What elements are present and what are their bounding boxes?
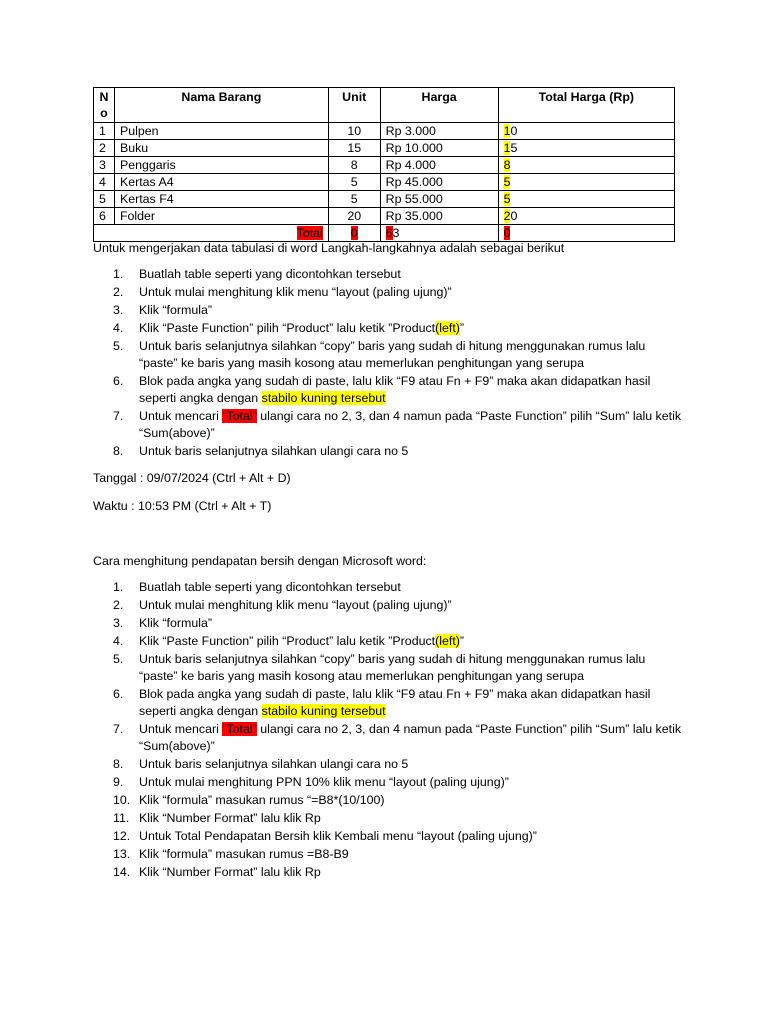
step-text: Untuk baris selanjutnya silahkan ulangi cara no 5 — [139, 757, 409, 771]
cell-total-harga — [498, 174, 674, 191]
table-row — [94, 157, 675, 174]
cell-unit: 15 — [328, 140, 380, 157]
list-item — [93, 810, 683, 827]
step-text-pre: Blok pada angka yang sudah di paste, lalu klik “F9 atau Fn + F9” maka akan didapatkan hasil seperti angka dengan — [139, 374, 651, 405]
grand-total-value: 0 — [503, 226, 511, 240]
step-number: 6. — [113, 374, 124, 388]
header-total-harga: Total Harga (Rp) — [498, 88, 674, 123]
yellow-highlight: (left) — [435, 634, 460, 648]
table-row — [94, 123, 675, 140]
cell-no: 6 — [94, 208, 115, 225]
yellow-highlight: (left) — [435, 321, 460, 335]
section-2 — [93, 553, 683, 882]
cell-unit: 5 — [328, 191, 380, 208]
total-unit-value: 0 — [350, 226, 358, 240]
step-text — [139, 687, 650, 718]
total-harga-rest: 3 — [392, 226, 400, 240]
steps-list-2 — [93, 579, 683, 881]
table-row — [94, 140, 675, 157]
cell-total-harga-sum — [380, 225, 498, 242]
step-number: 12. — [113, 829, 131, 843]
total-harga-digit: 6 — [385, 226, 393, 240]
step-text: Untuk baris selanjutnya silahkan “copy” baris yang sudah di hitung menggunakan rumus lalu “paste” ke baris yang masih kosong atau memerlukan penghitungan yang serupa — [139, 339, 646, 370]
cell-nama-barang: Pulpen — [114, 123, 328, 140]
highlighted-digit: 8 — [503, 158, 511, 172]
step-number: 9. — [113, 775, 124, 789]
cell-nama-barang: Buku — [114, 140, 328, 157]
list-item — [93, 721, 683, 755]
step-text: Klik “formula” masukan rumus =B8-B9 — [139, 847, 349, 861]
list-item — [93, 828, 683, 845]
total-rest: 5 — [510, 141, 518, 155]
cell-unit: 8 — [328, 157, 380, 174]
step-text: Untuk Total Pendapatan Bersih klik Kembali menu “layout (paling ujung)” — [139, 829, 537, 843]
list-item — [93, 774, 683, 791]
list-item — [93, 633, 683, 650]
cell-no: 2 — [94, 140, 115, 157]
intro-text: Untuk mengerjakan data tabulasi di word Langkah-langkahnya adalah sebagai berikut — [93, 241, 565, 255]
step-text: Klik “formula” — [139, 616, 212, 630]
cell-nama-barang: Kertas F4 — [114, 191, 328, 208]
cell-no: 1 — [94, 123, 115, 140]
date-line — [93, 470, 683, 487]
cell-grand-total — [498, 225, 674, 242]
list-item — [93, 615, 683, 632]
step-number: 7. — [113, 409, 124, 423]
table-row — [94, 174, 675, 191]
cell-harga: Rp 55.000 — [380, 191, 498, 208]
cell-total-harga — [498, 208, 674, 225]
highlighted-digit: 5 — [503, 175, 511, 189]
step-text: Untuk baris selanjutnya silahkan ulangi cara no 5 — [139, 444, 409, 458]
highlighted-digit: 5 — [503, 192, 511, 206]
step-text — [139, 321, 464, 335]
step-number: 4. — [113, 321, 124, 335]
cell-harga: Rp 4.000 — [380, 157, 498, 174]
step-text-pre: Untuk mencari — [139, 409, 223, 423]
step-number: 1. — [113, 267, 124, 281]
step-text-post: ulangi cara no 2, 3, dan 4 namun pada “Paste Function” pilih “Sum” lalu ketik “Sum(above)” — [139, 722, 682, 753]
step-number: 11. — [113, 811, 130, 825]
step-number: 2. — [113, 285, 124, 299]
header-harga: Harga — [380, 88, 498, 123]
list-item — [93, 284, 683, 301]
cell-harga: Rp 35.000 — [380, 208, 498, 225]
step-text — [139, 374, 650, 405]
step-number: 3. — [113, 616, 124, 630]
cell-total-harga — [498, 191, 674, 208]
cell-total-harga — [498, 140, 674, 157]
cell-unit: 20 — [328, 208, 380, 225]
cell-harga: Rp 10.000 — [380, 140, 498, 157]
step-text-post: ulangi cara no 2, 3, dan 4 namun pada “Paste Function” pilih “Sum” lalu ketik “Sum(above)” — [139, 409, 682, 440]
step-number: 13. — [113, 847, 131, 861]
cell-total-label — [94, 225, 329, 242]
header-unit: Unit — [328, 88, 380, 123]
list-item — [93, 338, 683, 372]
yellow-highlight: stabilo kuning tersebut — [261, 391, 386, 405]
step-text-pre: Klik “Paste Function” pilih “Product” lalu ketik ”Product — [139, 321, 436, 335]
step-text-pre: Klik “Paste Function” pilih “Product” lalu ketik ”Product — [139, 634, 436, 648]
list-item — [93, 443, 683, 460]
cell-total-harga — [498, 157, 674, 174]
red-highlight: “Total” — [222, 722, 257, 736]
cell-harga: Rp 45.000 — [380, 174, 498, 191]
step-text: Untuk mulai menghitung PPN 10% klik menu “layout (paling ujung)” — [139, 775, 509, 789]
items-table — [93, 87, 675, 242]
list-item — [93, 756, 683, 773]
table-row — [94, 208, 675, 225]
list-item — [93, 597, 683, 614]
list-item — [93, 846, 683, 863]
step-text — [139, 634, 464, 648]
list-item — [93, 686, 683, 720]
highlighted-digit: 2 — [503, 209, 511, 223]
cell-nama-barang: Kertas A4 — [114, 174, 328, 191]
step-number: 5. — [113, 652, 124, 666]
step-number: 8. — [113, 444, 124, 458]
section-1 — [93, 240, 683, 461]
cell-unit: 10 — [328, 123, 380, 140]
total-label-text: Total — [296, 226, 323, 240]
cell-no: 4 — [94, 174, 115, 191]
step-text-pre: Blok pada angka yang sudah di paste, lalu klik “F9 atau Fn + F9” maka akan didapatkan hasil seperti angka dengan — [139, 687, 651, 718]
list-item — [93, 864, 683, 881]
list-item — [93, 792, 683, 809]
highlighted-digit: 1 — [503, 141, 511, 155]
list-item — [93, 373, 683, 407]
step-text: Untuk baris selanjutnya silahkan “copy” baris yang sudah di hitung menggunakan rumus lalu “paste” ke baris yang masih kosong atau memerlukan penghitungan yang serupa — [139, 652, 646, 683]
list-item — [93, 266, 683, 283]
step-number: 14. — [113, 865, 131, 879]
total-rest: 0 — [510, 124, 518, 138]
list-item — [93, 579, 683, 596]
waktu-text: Waktu : 10:53 PM (Ctrl + Alt + T) — [93, 499, 272, 513]
step-text: Untuk mulai menghitung klik menu “layout (paling ujung)” — [139, 285, 452, 299]
cell-unit: 5 — [328, 174, 380, 191]
table-row — [94, 191, 675, 208]
cell-no: 5 — [94, 191, 115, 208]
yellow-highlight: stabilo kuning tersebut — [261, 704, 386, 718]
step-text — [139, 409, 681, 440]
time-line — [93, 498, 683, 515]
steps-list-1 — [93, 266, 683, 460]
highlighted-digit: 1 — [503, 124, 511, 138]
step-text: Klik “formula” masukan rumus “=B8*(10/100) — [139, 793, 385, 807]
step-text — [139, 722, 681, 753]
cell-total-unit — [328, 225, 380, 242]
step-number: 4. — [113, 634, 124, 648]
list-item — [93, 651, 683, 685]
step-number: 5. — [113, 339, 124, 353]
cell-harga: Rp 3.000 — [380, 123, 498, 140]
cell-nama-barang: Penggaris — [114, 157, 328, 174]
total-row — [94, 225, 675, 242]
total-rest: 0 — [510, 209, 518, 223]
red-highlight: “Total” — [222, 409, 257, 423]
cell-nama-barang: Folder — [114, 208, 328, 225]
step-number: 8. — [113, 757, 124, 771]
step-number: 3. — [113, 303, 124, 317]
cell-total-harga — [498, 123, 674, 140]
list-item — [93, 302, 683, 319]
step-text: Klik “formula” — [139, 303, 212, 317]
step-text: Klik “Number Format” lalu klik Rp — [139, 865, 321, 879]
step-text: Buatlah table seperti yang dicontohkan tersebut — [139, 580, 401, 594]
list-item — [93, 408, 683, 442]
step-text-post: ” — [459, 321, 465, 335]
step-text: Untuk mulai menghitung klik menu “layout (paling ujung)” — [139, 598, 452, 612]
step-number: 2. — [113, 598, 124, 612]
header-nama-barang: Nama Barang — [114, 88, 328, 123]
step-text: Buatlah table seperti yang dicontohkan tersebut — [139, 267, 401, 281]
table-header-row — [94, 88, 675, 123]
step-number: 6. — [113, 687, 124, 701]
tanggal-text: Tanggal : 09/07/2024 (Ctrl + Alt + D) — [93, 471, 291, 485]
step-number: 1. — [113, 580, 124, 594]
intro2-text: Cara menghitung pendapatan bersih dengan Microsoft word: — [93, 554, 427, 568]
step-text: Klik “Number Format” lalu klik Rp — [139, 811, 321, 825]
step-number: 10. — [113, 793, 131, 807]
header-no: No — [94, 88, 115, 123]
cell-no: 3 — [94, 157, 115, 174]
step-number: 7. — [113, 722, 124, 736]
list-item — [93, 320, 683, 337]
step-text-post: ” — [459, 634, 465, 648]
step-text-pre: Untuk mencari — [139, 722, 223, 736]
